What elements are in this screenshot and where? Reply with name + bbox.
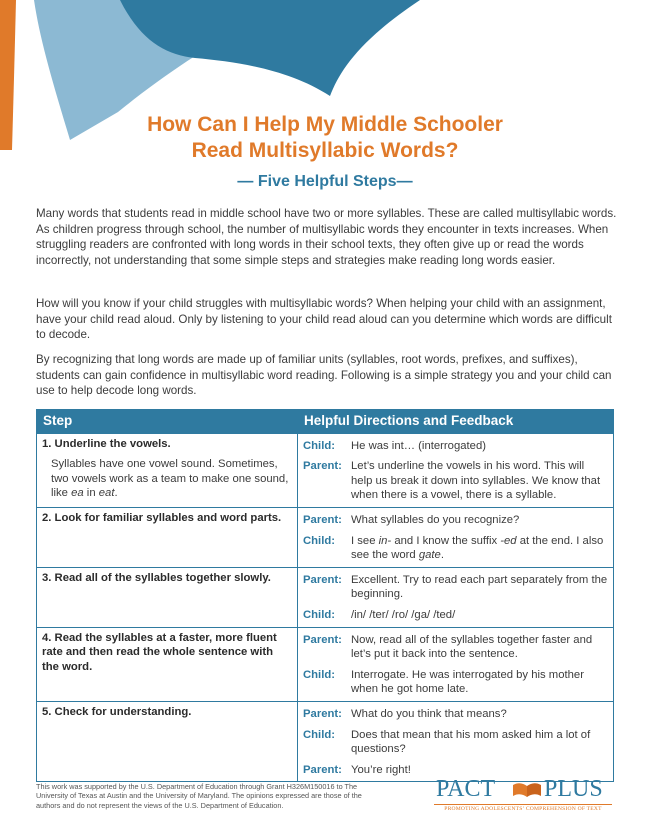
dialogue-line: [303, 573, 608, 602]
title-line-2: Read Multisyllabic Words?: [191, 139, 459, 162]
dialogue-line: [303, 439, 608, 454]
intro-paragraph-3: By recognizing that long words are made up of familiar units (syllables, root words, prefixes, and suffixes), students can gain confidence in multisyllabic word reading. Following is a simple strategy you and your child can use to help decode long words.: [36, 353, 612, 398]
step-title: 3. Read all of the syllables together slowly.: [42, 571, 271, 584]
feedback-cell: [298, 701, 614, 781]
speaker-label: Parent:: [303, 460, 342, 473]
dialogue-line: [303, 707, 608, 722]
step-title: 1. Underline the vowels.: [42, 437, 171, 450]
step-title: 2. Look for familiar syllables and word parts.: [42, 511, 282, 524]
funding-note: This work was supported by the U.S. Department of Education through Grant H326M150016 to The University of Texas at Austin and the University of Maryland. The opinions expressed are those of the authors and do not represent the views of the U.S. Department of Education.: [36, 782, 362, 810]
note-emphasis: ea: [71, 487, 84, 500]
steps-table: [36, 409, 614, 782]
table-header-row: [37, 410, 614, 434]
page-subtitle: — Five Helpful Steps—: [237, 173, 413, 190]
title-line-1: How Can I Help My Middle Schooler: [147, 113, 503, 136]
speaker-label: Parent:: [303, 763, 342, 776]
feedback-cell: [298, 507, 614, 567]
utterance: Excellent. Try to read each part separately from the beginning.: [351, 573, 608, 601]
note-text: Syllables have one vowel sound. Sometimes, two vowels work as a team to make one sound, like: [51, 458, 289, 500]
utterance-emphasis: gate: [418, 549, 441, 562]
speaker-label: Parent:: [303, 513, 342, 526]
speaker-label: Parent:: [303, 633, 342, 646]
speaker-label: Child:: [303, 728, 335, 741]
utterance-text: at the end. I also see the word: [351, 534, 604, 562]
page-title: [0, 112, 650, 164]
utterance: Let’s underline the vowels in his word. This will help us break it down into syllables. We know that when there is a vowel, there is a syllable.: [351, 460, 601, 502]
pact-plus-logo: [434, 776, 612, 816]
utterance: Interrogate. He was interrogated by his mother when he got home late.: [351, 668, 584, 696]
note-text: .: [114, 487, 118, 500]
speaker-label: Child:: [303, 534, 335, 547]
logo-pact-text: PACT: [436, 776, 496, 802]
utterance: Does that mean that his mom asked him a lot of questions?: [351, 728, 591, 756]
speaker-label: Parent:: [303, 707, 342, 720]
step-cell: [37, 567, 298, 627]
step-note: [51, 457, 292, 501]
logo-wordmark: [434, 776, 612, 802]
utterance: /in/ /ter/ /ro/ /ga/ /ted/: [351, 608, 456, 621]
feedback-cell: [298, 567, 614, 627]
speaker-label: Child:: [303, 668, 335, 681]
feedback-cell: [298, 627, 614, 701]
utterance: What syllables do you recognize?: [351, 513, 520, 526]
utterance-text: I see: [351, 534, 379, 547]
utterance: You’re right!: [351, 763, 411, 776]
feedback-cell: [298, 433, 614, 507]
utterance-text: and I know the suffix: [391, 534, 501, 547]
speaker-label: Parent:: [303, 573, 342, 586]
intro-paragraph-1: Many words that students read in middle school have two or more syllables. These are called multisyllabic words. As children progress through school, the number of multisyllabic words they encounter in texts increases. When struggling readers are confronted with long words in their school texts, they often give up or read the words incorrectly, not understanding that some simple steps and strategies make reading long words easier.: [36, 207, 617, 267]
step-cell: [37, 433, 298, 507]
dialogue-line: [303, 608, 608, 623]
step-cell: [37, 627, 298, 701]
speaker-label: Child:: [303, 439, 335, 452]
utterance: What do you think that means?: [351, 707, 507, 720]
table-row: [37, 433, 614, 507]
table-row: [37, 627, 614, 701]
logo-plus-text: PLUS: [544, 776, 603, 802]
note-text: in: [83, 487, 99, 500]
step-title: 5. Check for understanding.: [42, 705, 192, 718]
dialogue-line: [303, 633, 608, 662]
table-row: [37, 507, 614, 567]
utterance: Now, read all of the syllables together faster and let’s put it back into the sentence.: [351, 633, 593, 661]
dialogue-line: [303, 534, 608, 563]
dialogue-line: [303, 668, 608, 697]
column-header-feedback: Helpful Directions and Feedback: [298, 410, 614, 434]
intro-paragraph-2: How will you know if your child struggles with multisyllabic words? When helping your child with an assignment, have your child read aloud. Only by listening to your child read aloud can you determine which words are difficult to decode.: [36, 297, 612, 342]
utterance-text: .: [440, 549, 444, 562]
dialogue-line: [303, 513, 608, 528]
step-cell: [37, 701, 298, 781]
step-title: 4. Read the syllables at a faster, more fluent rate and then read the whole sentence with the word.: [42, 631, 277, 673]
logo-tagline: PROMOTING ADOLESCENTS’ COMPREHENSION OF TEXT: [444, 806, 602, 812]
logo-divider: [434, 804, 612, 805]
dialogue-line: [303, 459, 608, 503]
note-emphasis: eat: [98, 487, 115, 500]
utterance-emphasis: -ed: [500, 534, 517, 547]
column-header-step: Step: [37, 410, 298, 434]
table-row: [37, 701, 614, 781]
step-cell: [37, 507, 298, 567]
utterance-emphasis: in-: [378, 534, 392, 547]
blue-swoosh: [120, 0, 420, 96]
speaker-label: Child:: [303, 608, 335, 621]
utterance: [351, 534, 608, 563]
utterance: He was int… (interrogated): [351, 439, 486, 452]
table-row: [37, 567, 614, 627]
open-book-icon: [512, 782, 542, 798]
dialogue-line: [303, 728, 608, 757]
